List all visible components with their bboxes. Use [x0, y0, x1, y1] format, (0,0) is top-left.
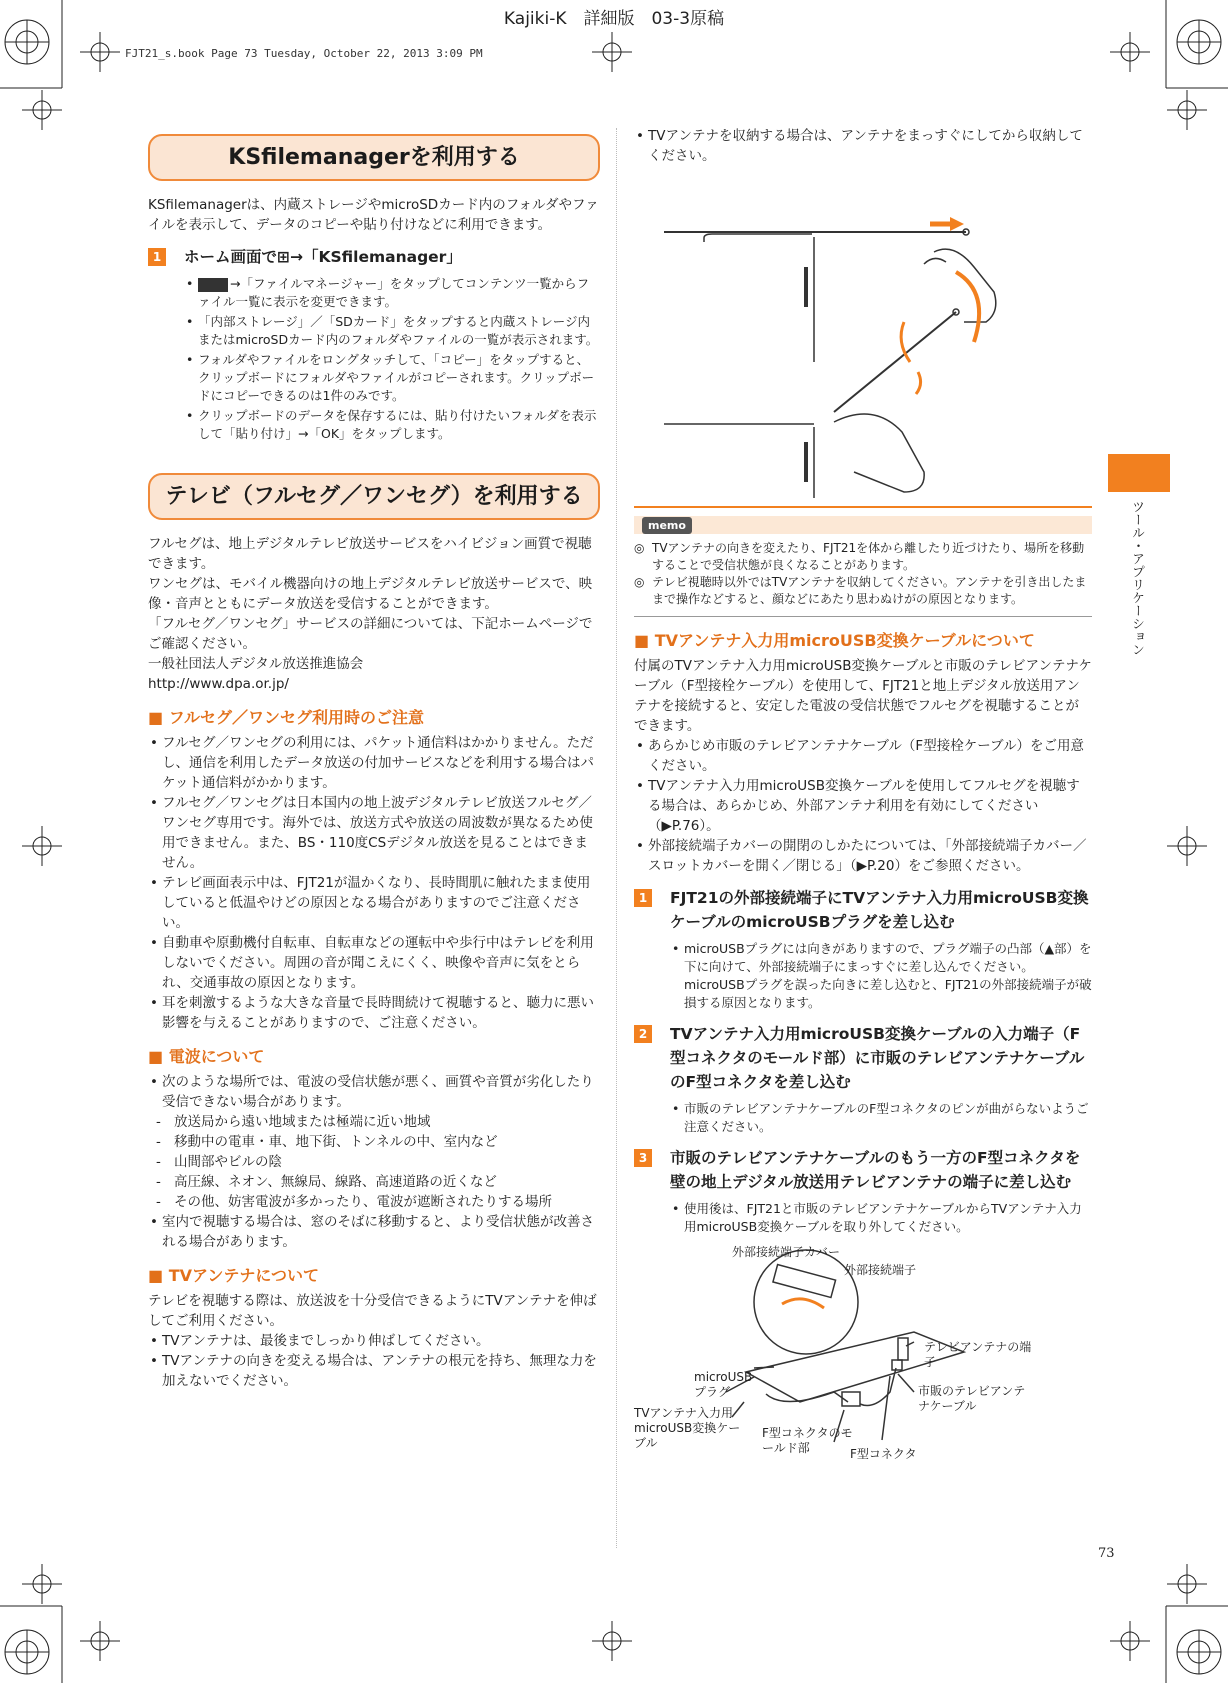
magnifier-circle	[754, 1250, 858, 1354]
list-item: • フォルダやファイルをロングタッチして、「コピー」をタップすると、クリップボードにフォルダやファイルがコピーされます。クリップボードにコピーできるのは1件のみです。	[184, 351, 600, 405]
tv-url: http://www.dpa.or.jp/	[148, 676, 289, 692]
list-item: • フルセグ／ワンセグは日本国内の地上波デジタルテレビ放送フルセグ／ワンセグ専用です。海外では、放送方式や放送の周波数が異なるため使用できません。また、BS・110度CSデジタル放送を見ることはできません。	[148, 793, 600, 873]
tv-para: フルセグは、地上デジタルテレビ放送サービスをハイビジョン画質で視聴できます。	[148, 536, 592, 572]
crosshair-icon	[22, 1564, 62, 1604]
list-item: • クリップボードのデータを保存するには、貼り付けたいフォルダを表示して「貼り付け」→「OK」をタップします。	[184, 407, 600, 443]
antenna-intro: テレビを視聴する際は、放送波を十分受信できるようにTVアンテナを伸ばしてご利用ください。	[148, 1293, 597, 1329]
antenna-list	[148, 1331, 600, 1391]
list-item: • 「内部ストレージ」／「SDカード」をタップすると内蔵ストレージ内またはmicroSDカード内のフォルダやファイルの一覧が表示されます。	[184, 313, 600, 349]
step-number: 1	[634, 889, 652, 907]
crosshair-icon	[1167, 1564, 1207, 1604]
memo-header	[634, 516, 1092, 534]
list-item: ◎ テレビ視聴時以外ではTVアンテナを収納してください。アンテナを引き出したままで操作などすると、顔などにあたり思わぬけがの原因となります。	[634, 574, 1092, 608]
step-number: 3	[634, 1149, 652, 1167]
column-divider	[616, 128, 617, 1548]
registration-target-icon	[1177, 1630, 1221, 1674]
antenna-rod	[834, 312, 956, 412]
caution-list	[148, 733, 600, 1033]
list-item: • 使用後は、FJT21と市販のテレビアンテナケーブルからTVアンテナ入力用microUSB変換ケーブルを取り外してください。	[670, 1200, 1092, 1236]
list-item: • 市販のテレビアンテナケーブルのF型コネクタのピンが曲がらないようご注意ください。	[670, 1100, 1092, 1136]
right-column	[634, 126, 1092, 1462]
crosshair-icon	[22, 90, 62, 130]
crosshair-icon	[22, 826, 62, 866]
step-number: 2	[634, 1025, 652, 1043]
memo-box	[634, 506, 1092, 608]
label-antenna-cable: 市販のテレビアンテナケーブル	[918, 1384, 1026, 1413]
list-item: - 高圧線、ネオン、無線局、線路、高速道路の近くなど	[148, 1172, 600, 1192]
list-item: ◎ TVアンテナの向きを変えたり、FJT21を体から離したり近づけたり、場所を移動することで受信状態が良くなることがあります。	[634, 540, 1092, 574]
step-number: 1	[148, 248, 166, 266]
tv-banner: テレビ（フルセグ／ワンセグ）を利用する	[148, 473, 600, 520]
antenna-illustration	[634, 172, 1092, 498]
step-text: TVアンテナ入力用microUSB変換ケーブルの入力端子（F型コネクタのモールド部）に市販のテレビアンテナケーブルのF型コネクタを差し込む	[670, 1025, 1085, 1091]
crosshair-icon	[80, 1621, 120, 1661]
label-cover: 外部接続端子カバー	[732, 1245, 841, 1259]
step-text: ホーム画面で⊞→「KSfilemanager」	[184, 248, 462, 266]
label-port: 外部接続端子	[844, 1263, 917, 1277]
list-item: • あらかじめ市販のテレビアンテナケーブル（F型接栓ケーブル）をご用意ください。	[634, 736, 1092, 776]
list-item: • フルセグ／ワンセグの利用には、パケット通信料はかかりません。ただし、通信を利用したデータ放送の付加サービスなどを利用する場合はパケット通信料がかかります。	[148, 733, 600, 793]
usb-step	[634, 1022, 1092, 1094]
rotate-arrow-icon	[956, 272, 979, 342]
list-item: • 次のような場所では、電波の受信状態が悪く、画質や音質が劣化したり受信できない場合があります。	[148, 1072, 600, 1112]
arrow-right-icon	[950, 217, 964, 231]
connection-diagram	[634, 1242, 1092, 1462]
list-item: • TVアンテナ入力用microUSB変換ケーブルを使用してフルセグを視聴する場合は、あらかじめ、外部アンテナ利用を有効にしてください（▶P.76）。	[634, 776, 1092, 836]
registration-target-icon	[1177, 20, 1221, 64]
step-text: 市販のテレビアンテナケーブルのもう一方のF型コネクタを壁の地上デジタル放送用テレビアンテナの端子に差し込む	[670, 1149, 1081, 1191]
ksfile-step	[148, 245, 600, 269]
side-tab-label: ツール・アプリケーション	[1129, 500, 1144, 656]
doc-header-title: Kajiki-K 詳細版 03-3原稿	[503, 9, 725, 29]
memo-label: memo	[642, 517, 692, 534]
section-side-tab	[1108, 454, 1170, 492]
wall-socket-icon	[898, 1338, 908, 1360]
memo-list	[634, 540, 1092, 608]
usb-step	[634, 1146, 1092, 1194]
label-mold: F型コネクタのモールド部	[762, 1426, 853, 1455]
list-item: • 外部接続端子カバーの開閉のしかたについては、「外部接続端子カバー／スロットカバーを開く／閉じる」（▶P.20）をご参照ください。	[634, 836, 1092, 876]
crosshair-icon	[592, 1621, 632, 1661]
registration-target-icon	[5, 20, 49, 64]
usb-intro: 付属のTVアンテナ入力用microUSB変換ケーブルと市販のテレビアンテナケーブル（F型接栓ケーブル）を使用して、FJT21と地上デジタル放送用アンテナを接続すると、安定した電波の受信状態でフルセグを視聴することができます。	[634, 658, 1092, 734]
list-item: • microUSBプラグには向きがありますので、プラグ端子の凸部（▲部）を下に向けて、外部接続端子にまっすぐに差し込んでください。microUSBプラグを誤った向きに差し込むと、FJT21の外部接続端子が破損する原因となります。	[670, 940, 1092, 1012]
tv-para: ワンセグは、モバイル機器向けの地上デジタルテレビ放送サービスで、映像・音声とともにデータ放送を受信することができます。	[148, 576, 593, 612]
crosshair-icon	[592, 32, 632, 72]
tv-para: 一般社団法人デジタル放送推進協会	[148, 656, 364, 672]
label-f-conn: F型コネクタ	[850, 1447, 917, 1461]
wave-list	[148, 1072, 600, 1252]
crosshair-icon	[80, 32, 120, 72]
list-item: • 自動車や原動機付自転車、自転車などの運転中や歩行中はテレビを利用しないでください。周囲の音が聞こえにくく、映像や音声に気をとられ、交通事故の原因となります。	[148, 933, 600, 993]
usb-heading: ■ TVアンテナ入力用microUSB変換ケーブルについて	[634, 631, 1035, 650]
list-item: • TVアンテナは、最後までしっかり伸ばしてください。	[148, 1331, 600, 1351]
antenna-heading: ■ TVアンテナについて	[148, 1266, 320, 1285]
list-item: • 室内で視聴する場合は、窓のそばに移動すると、より受信状態が改善される場合があります。	[148, 1212, 600, 1252]
list-item: • TVアンテナの向きを変える場合は、アンテナの根元を持ち、無理な力を加えないでください。	[148, 1351, 600, 1391]
wave-heading: ■ 電波について	[148, 1047, 265, 1066]
list-item: - その他、妨害電波が多かったり、電波が遮断されたりする場所	[148, 1192, 600, 1212]
list-item: • 耳を刺激するような大きな音量で長時間続けて視聴すると、聴力に悪い影響を与えることがありますので、ご注意ください。	[148, 993, 600, 1033]
registration-target-icon	[5, 1630, 49, 1674]
store-note	[634, 126, 1092, 166]
caution-heading: ■ フルセグ／ワンセグ利用時のご注意	[148, 708, 425, 727]
step-text: FJT21の外部接続端子にTVアンテナ入力用microUSB変換ケーブルのmicroUSBプラグを差し込む	[670, 889, 1089, 931]
crosshair-icon	[1110, 32, 1150, 72]
left-column	[148, 134, 600, 1391]
tablet-edge-top	[704, 234, 812, 242]
list-item: • TVアンテナを収納する場合は、アンテナをまっすぐにしてから収納してください。	[634, 126, 1092, 166]
crosshair-icon	[1110, 1621, 1150, 1661]
ksfile-notes	[148, 275, 600, 443]
menu-icon	[198, 278, 228, 292]
list-item: - 移動中の電車・車、地下街、トンネルの中、室内など	[148, 1132, 600, 1152]
crosshair-icon	[1167, 826, 1207, 866]
list-item: • テレビ画面表示中は、FJT21が温かくなり、長時間肌に触れたまま使用していると低温やけどの原因となる場合がありますのでご注意ください。	[148, 873, 600, 933]
hand-icon	[834, 414, 924, 492]
usb-step	[634, 886, 1092, 934]
page-number: 73	[1098, 1546, 1115, 1561]
usb-list	[634, 736, 1092, 876]
label-tv-terminal: テレビアンテナの端子	[924, 1340, 1032, 1369]
ksfile-intro: KSfilemanagerは、内蔵ストレージやmicroSDカード内のフォルダやファイルを表示して、データのコピーや貼り付けなどに利用できます。	[148, 197, 599, 233]
list-item: • →「ファイルマネージャー」をタップしてコンテンツ一覧からファイル一覧に表示を変更できます。	[184, 275, 600, 311]
label-usb-plug: microUSBプラグ	[694, 1370, 753, 1399]
book-file-info: FJT21_s.book Page 73 Tuesday, October 22, 2013 3:09 PM	[125, 47, 483, 60]
tv-para: 「フルセグ／ワンセグ」サービスの詳細については、下記ホームページでご確認ください。	[148, 616, 593, 652]
crosshair-icon	[1167, 90, 1207, 130]
ksfile-banner: KSfilemanagerを利用する	[148, 134, 600, 181]
label-conv-cable: TVアンテナ入力用microUSB変換ケーブル	[634, 1406, 741, 1450]
list-item: - 山間部やビルの陰	[148, 1152, 600, 1172]
list-item: - 放送局から遠い地域または極端に近い地域	[148, 1112, 600, 1132]
